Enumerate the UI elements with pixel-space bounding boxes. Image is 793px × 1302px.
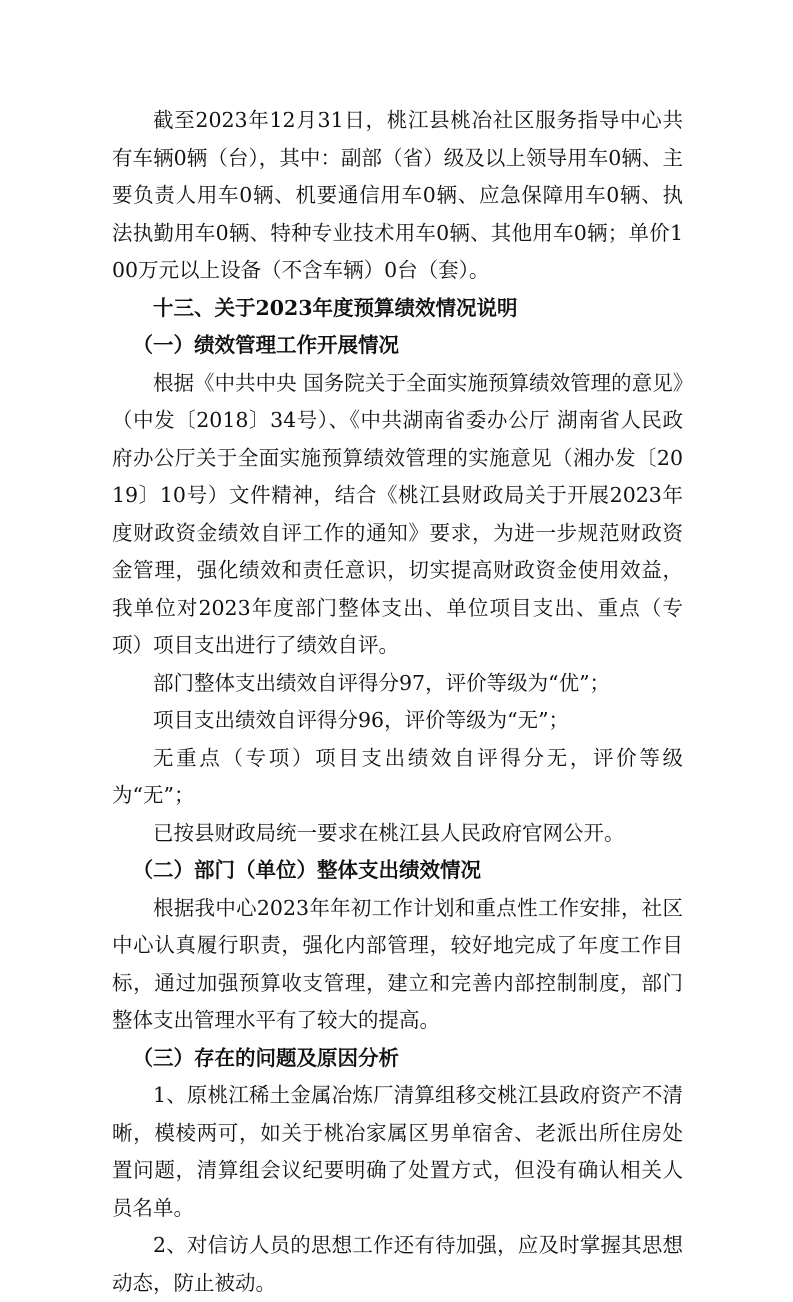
- paragraph-issue-2: 2、对信访人员的思想工作还有待加强，应及时掌握其思想动态，防止被动。: [112, 1233, 683, 1295]
- section-heading-13: 十三、关于2023年度预算绩效情况说明: [153, 295, 518, 320]
- paragraph-basis: 根据《中共中央 国务院关于全面实施预算绩效管理的意见》（中发〔2018〕34号）、《中共湖南省委办公厅 湖南省人民政府办公厅关于全面实施预算绩效管理的实施意见（湘办发〔2019〕10号）文件精神，结合《桃江县财政局关于开展2023年度财政资金绩效自评工作的通知》要求，为进一步规范财政资金管理，强化绩效和责任意识，切实提高财政资金使用效益，我单位对2023年度部门整体支出、单位项目支出、重点（专项）项目支出进行了绩效自评。: [112, 370, 683, 657]
- paragraph-score-department: 部门整体支出绩效自评得分97，评价等级为“优”；: [153, 670, 611, 695]
- paragraph-score-key-project: 无重点（专项）项目支出绩效自评得分无，评价等级为“无”；: [112, 745, 683, 807]
- paragraph-public-disclosure: 已按县财政局统一要求在桃江县人民政府官网公开。: [153, 820, 625, 845]
- paragraph-overall-expenditure: 根据我中心2023年年初工作计划和重点性工作安排，社区中心认真履行职责，强化内部管理，较好地完成了年度工作目标，通过加强预算收支管理，建立和完善内部控制制度，部门整体支出管理水平有了较大的提高。: [112, 895, 683, 1032]
- paragraph-score-project: 项目支出绩效自评得分96，评价等级为“无”；: [153, 708, 570, 732]
- subheading-performance-management: （一）绩效管理工作开展情况: [132, 333, 399, 357]
- paragraph-vehicles: 截至2023年12月31日，桃江县桃冶社区服务指导中心共有车辆0辆（台），其中：副部（省）级及以上领导用车0辆、主要负责人用车0辆、机要通信用车0辆、应急保障用车0辆、执法执勤用车0辆、特种专业技术用车0辆、其他用车0辆；单价100万元以上设备（不含车辆）0台（套）。: [112, 108, 683, 282]
- subheading-overall-expenditure: （二）部门（单位）整体支出绩效情况: [132, 858, 481, 882]
- paragraph-issue-1: 1、原桃江稀土金属冶炼厂清算组移交桃江县政府资产不清晰，模棱两可，如关于桃冶家属区男单宿舍、老派出所住房处置问题，清算组会议纪要明确了处置方式，但没有确认相关人员名单。: [112, 1083, 683, 1220]
- subheading-problems: （三）存在的问题及原因分析: [132, 1045, 399, 1070]
